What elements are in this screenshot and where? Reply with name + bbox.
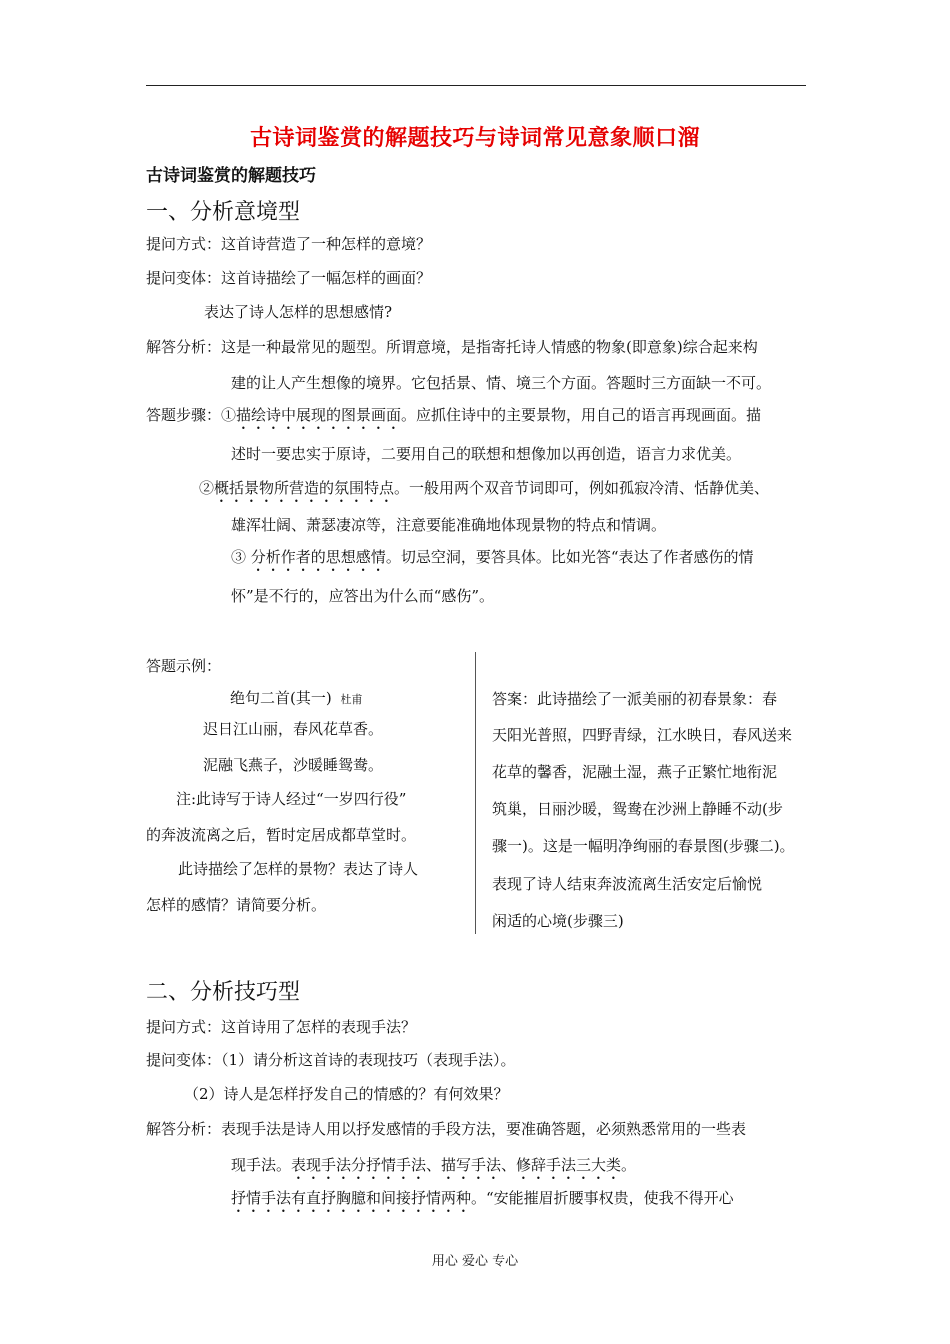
s2-analysis-text-plain: 现手法。 [231, 1156, 292, 1174]
poem-line-2: 泥融飞燕子，沙暖睡鸳鸯。 [203, 756, 384, 774]
poem-title: 绝句二首(其一) [230, 689, 332, 707]
column-divider [475, 652, 476, 934]
poem-title-line [230, 688, 363, 710]
step1-number: ① [221, 406, 237, 424]
analysis-line-1 [146, 337, 758, 357]
s2-question-label: 提问方式： [146, 1018, 222, 1036]
question-line [146, 234, 431, 254]
answer-line-6: 表现了诗人结束奔波流离生活安定后愉悦 [492, 875, 763, 893]
s2-lyric-emphasis: 抒情手法有直抒胸臆和间接抒情两种 [231, 1189, 472, 1207]
variant-text: 这首诗描绘了一幅怎样的画面？ [221, 269, 432, 287]
s2-variant-line-2: （2）诗人是怎样抒发自己的情感的？有何效果？ [184, 1085, 509, 1103]
s2-lyric-text: 。“安能摧眉折腰事权贵，使我不得开心 [471, 1189, 734, 1207]
analysis-line-2: 建的让人产生想像的境界。它包括景、情、境三个方面。答题时三方面缺一不可。 [231, 374, 772, 392]
question-line-1: 此诗描绘了怎样的景物？表达了诗人 [178, 860, 419, 878]
answer-line-1: 答案：此诗描绘了一派美丽的初春景象：春 [492, 690, 778, 708]
s2-variant-label: 提问变体： [146, 1051, 222, 1069]
s2-question-line [146, 1017, 416, 1037]
s2-analysis-emphasis: 表现手法分抒情手法、描写手法、修辞手法三大类 [291, 1156, 622, 1174]
answer-line-2: 天阳光普照，四野青绿，江水映日，春风送来 [492, 726, 793, 744]
s2-analysis-label: 解答分析： [146, 1120, 222, 1138]
page-footer: 用心 爱心 专心 [431, 1254, 519, 1269]
s2-analysis-line-2 [231, 1155, 636, 1183]
step2-line-1 [199, 478, 769, 506]
answer-line-5: 骤一)。这是一幅明净绚丽的春景图(步骤二)。 [492, 837, 795, 855]
answer-line-4: 筑巢，日丽沙暖，鸳鸯在沙洲上静睡不动(步 [492, 800, 783, 818]
step3-line-1 [231, 547, 753, 575]
variant-line [146, 268, 431, 288]
step2-line-2: 雄浑壮阔、萧瑟凄凉等，注意要能准确地体现景物的特点和情调。 [231, 516, 667, 534]
poem-line-1: 迟日江山丽，春风花草香。 [203, 720, 384, 738]
s2-variant-line [146, 1050, 516, 1070]
example-label: 答题示例： [146, 657, 222, 675]
section1-heading: 一、分析意境型 [146, 200, 301, 225]
s2-variant-text: （1）请分析这首诗的表现技巧（表现手法）。 [221, 1051, 516, 1069]
note-line-2: 的奔波流离之后，暂时定居成都草堂时。 [146, 826, 417, 844]
step3-emphasis: 分析作者的思想感情 [250, 548, 386, 566]
step3-number: ③ [231, 548, 247, 566]
question-label: 提问方式： [146, 235, 222, 253]
steps-label: 答题步骤： [146, 406, 222, 424]
step2-text: 。一般用两个双音节词即可，例如孤寂冷清、恬静优美、 [394, 479, 770, 497]
variant-line-2: 表达了诗人怎样的思想感情? [204, 303, 393, 321]
document-title: 古诗词鉴赏的解题技巧与诗词常见意象顺口溜 [249, 125, 700, 151]
analysis-label: 解答分析： [146, 338, 222, 356]
step1-emphasis: 描绘诗中展现的图景画面 [236, 406, 402, 424]
answer-line-3: 花草的馨香，泥融土湿，燕子正繁忙地衔泥 [492, 763, 778, 781]
s2-question-text: 这首诗用了怎样的表现手法？ [221, 1018, 417, 1036]
answer-line-7: 闲适的心境(步骤三) [492, 912, 624, 930]
note-line-1: 注:此诗写于诗人经过“一岁四行役” [176, 790, 407, 808]
section2-heading: 二、分析技巧型 [146, 980, 301, 1005]
analysis-text: 这是一种最常见的题型。所谓意境，是指寄托诗人情感的物象(即意象)综合起来构 [221, 338, 758, 356]
step1-line-1 [146, 405, 761, 433]
poem-author: 杜甫 [340, 693, 363, 706]
s2-analysis-line-3 [231, 1188, 734, 1216]
step1-text: 。应抓住诗中的主要景物，用自己的语言再现画面。描 [401, 406, 762, 424]
step2-emphasis: 概括景物所营造的氛围特点 [214, 479, 395, 497]
header-rule [146, 85, 806, 86]
step2-number: ② [199, 479, 215, 497]
step3-line-2: 怀”是不行的，应答出为什么而“感伤”。 [231, 587, 495, 605]
subheading: 古诗词鉴赏的解题技巧 [146, 166, 316, 186]
variant-label: 提问变体： [146, 269, 222, 287]
s2-analysis-text: 表现手法是诗人用以抒发感情的手段方法，要准确答题，必须熟悉常用的一些表 [221, 1120, 747, 1138]
s2-analysis-line-1 [146, 1119, 746, 1139]
step1-line-2: 述时一要忠实于原诗，二要用自己的联想和想像加以再创造，语言力求优美。 [231, 445, 742, 463]
question-line-2: 怎样的感情？请简要分析。 [146, 896, 327, 914]
step3-text: 。切忌空洞，要答具体。比如光答“表达了作者感伤的情 [385, 548, 754, 566]
question-text: 这首诗营造了一种怎样的意境？ [221, 235, 432, 253]
s2-analysis-end: 。 [621, 1156, 637, 1174]
